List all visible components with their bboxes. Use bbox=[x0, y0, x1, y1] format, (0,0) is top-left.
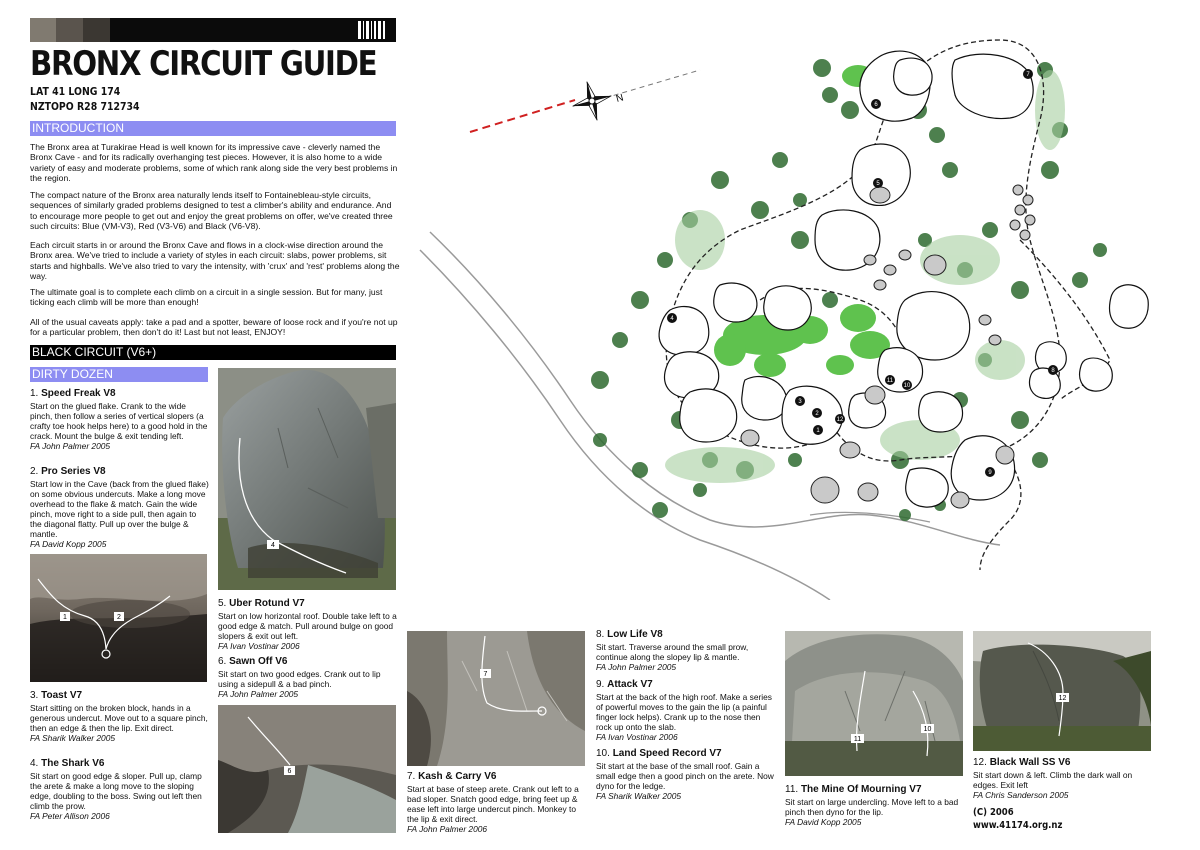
first-ascent: FA Ivan Vostinar 2006 bbox=[596, 732, 678, 742]
intro-heading: INTRODUCTION bbox=[30, 121, 396, 136]
problem-description: Sit start on large undercling. Move left to a bad pinch then dyno for the lip. bbox=[785, 797, 959, 817]
svg-text:10: 10 bbox=[903, 383, 911, 389]
photo-problem-7 bbox=[407, 631, 585, 766]
problem-name: Low Life V8 bbox=[607, 629, 663, 640]
photo-problems-1-2 bbox=[30, 554, 207, 682]
first-ascent: FA John Palmer 2005 bbox=[596, 662, 677, 672]
problem-name: Toast V7 bbox=[41, 690, 83, 701]
problem-entry bbox=[596, 679, 776, 742]
swatch bbox=[30, 18, 56, 42]
lat-long: LAT 41 LONG 174 bbox=[30, 85, 121, 98]
website-link[interactable]: www.41174.org.nz bbox=[973, 820, 1063, 831]
first-ascent: FA John Palmer 2005 bbox=[30, 441, 111, 451]
problem-name: Black Wall SS V6 bbox=[989, 757, 1071, 768]
problem-entry bbox=[30, 466, 210, 549]
problem-description: Sit start. Traverse around the small prow, continue along the slopey lip & mantle. bbox=[596, 642, 749, 662]
circuit-map bbox=[400, 20, 1190, 600]
problem-marker bbox=[985, 467, 995, 477]
page-title: BRONX CIRCUIT GUIDE bbox=[30, 44, 377, 84]
problem-number: 4. bbox=[30, 758, 39, 769]
problem-entry bbox=[785, 784, 965, 827]
problem-marker bbox=[1048, 365, 1058, 375]
problem-number: 7. bbox=[407, 771, 416, 782]
swatch bbox=[83, 18, 110, 42]
problem-description: Start on the glued flake. Crank to the wide pinch, then follow a series of vertical slopers (a crafty toe hook helps here) to a good hold in the crack. Mount the bulge & exit tending left. bbox=[30, 401, 208, 441]
problem-description: Sit start on two good edges. Crank out to lip using a sidepull & a bad pinch. bbox=[218, 669, 381, 689]
problem-number: 3. bbox=[30, 690, 39, 701]
svg-text:1: 1 bbox=[816, 428, 820, 434]
problem-number: 6. bbox=[218, 656, 227, 667]
problem-marker bbox=[902, 380, 912, 390]
problem-name: Pro Series V8 bbox=[41, 466, 106, 477]
first-ascent: FA John Palmer 2005 bbox=[218, 689, 299, 699]
problem-name: Uber Rotund V7 bbox=[229, 598, 305, 609]
route-label: 4 bbox=[271, 542, 275, 549]
problem-marker bbox=[1023, 69, 1033, 79]
problem-name: The Shark V6 bbox=[41, 758, 105, 769]
problem-entry bbox=[30, 690, 210, 743]
copyright-block bbox=[973, 806, 1062, 832]
nztopo-ref: NZTOPO R28 712734 bbox=[30, 100, 140, 113]
problem-entry bbox=[30, 758, 210, 821]
photo-problem-12 bbox=[973, 631, 1151, 751]
problem-description: Sit start down & left. Climb the dark wall on edges. Exit left bbox=[973, 770, 1133, 790]
problem-entry bbox=[30, 388, 210, 451]
route-label: 6 bbox=[287, 768, 292, 775]
first-ascent: FA Ivan Vostinar 2006 bbox=[218, 641, 300, 651]
problem-marker bbox=[885, 375, 895, 385]
svg-text:12: 12 bbox=[836, 417, 844, 423]
problem-marker bbox=[812, 408, 822, 418]
problem-entry bbox=[407, 771, 585, 834]
problem-name: Kash & Carry V6 bbox=[418, 771, 497, 782]
first-ascent: FA John Palmer 2006 bbox=[407, 824, 488, 834]
problem-name: Sawn Off V6 bbox=[229, 656, 288, 667]
problem-number: 9. bbox=[596, 679, 605, 690]
barcode-icon bbox=[358, 21, 388, 39]
problem-entry bbox=[218, 598, 398, 651]
route-label: 11 bbox=[853, 736, 862, 743]
photo-problems-10-11 bbox=[785, 631, 963, 776]
svg-text:7: 7 bbox=[1026, 72, 1030, 78]
circuit-subheading: DIRTY DOZEN bbox=[30, 367, 208, 382]
problem-description: Start at base of steep arete. Crank out left to a bad sloper. Snatch good edge, bring feet up & ease left into large undercut pinch. Monkey to the lip & exit direct. bbox=[407, 784, 579, 824]
problem-entry bbox=[973, 757, 1153, 800]
problem-number: 11. bbox=[785, 784, 799, 795]
intro-paragraph: The compact nature of the Bronx area naturally lends itself to Fontainebleau-style circuits, sequences of similarly graded problems designed to test a climber's ability and endurance. And to encourage more people to get out and enjoy the great problems on offer, we've created three such circuits: Blue (VM-V3), Red (V3-V6) and Black (V6-V8). bbox=[30, 190, 393, 232]
swatch bbox=[110, 18, 396, 42]
route-label: 12 bbox=[1058, 695, 1067, 702]
copyright: (C) 2006 bbox=[973, 807, 1014, 818]
intro-paragraph: The Bronx area at Turakirae Head is well known for its impressive cave - cleverly named the Bronx Cave - and for its radically overhanging test pieces. However, it is also home to a wide variety of easy and moderate problems, some of which rank along side the very best problems in the region. bbox=[30, 142, 398, 184]
problem-description: Start sitting on the broken block, hands in a generous undercut. Move out to a square pinch, then an edge & then the lip. Exit direct. bbox=[30, 703, 208, 733]
problem-entry bbox=[596, 629, 776, 672]
compass-label: N bbox=[614, 92, 625, 105]
problem-description: Sit start at the base of the small roof. Gain a small edge then a good pinch on the arete. Now dyno for the ledge. bbox=[596, 761, 774, 791]
problem-number: 10. bbox=[596, 748, 610, 759]
svg-text:4: 4 bbox=[670, 316, 674, 322]
problem-name: Attack V7 bbox=[607, 679, 653, 690]
intro-paragraph: Each circuit starts in or around the Bronx Cave and flows in a clock-wise direction around the Bronx area. We've tried to include a variety of styles in each circuit: slabs, power problems, sit starts and highballs. We've also tried to vary the intensity, with 'crux' and 'rest' problems along the way. bbox=[30, 240, 400, 282]
first-ascent: FA Peter Allison 2006 bbox=[30, 811, 110, 821]
problem-description: Sit start on good edge & sloper. Pull up, clamp the arete & make a long move to the sloping edge, doubling to the boss. Swing out left then climb the prow. bbox=[30, 771, 202, 811]
problem-number: 8. bbox=[596, 629, 605, 640]
problem-description: Start low in the Cave (back from the glued flake) on some obvious undercuts. Make a long move overhead to the flake & match. Gain the wide pinch, move right to a side pull, then again to the diagonal flatty. Pull up over the bulge & mantle. bbox=[30, 479, 209, 539]
problem-entry bbox=[218, 656, 398, 699]
problem-marker bbox=[835, 414, 845, 424]
problem-marker bbox=[795, 396, 805, 406]
intro-paragraph: All of the usual caveats apply: take a pad and a spotter, beware of loose rock and if you're not up for a particular problem, then don't do it! Last but not least, ENJOY! bbox=[30, 317, 398, 338]
svg-text:8: 8 bbox=[1051, 368, 1055, 374]
problem-name: Land Speed Record V7 bbox=[612, 748, 722, 759]
first-ascent: FA Sharik Walker 2005 bbox=[30, 733, 116, 743]
circuit-heading: BLACK CIRCUIT (V6+) bbox=[30, 345, 396, 360]
problem-number: 2. bbox=[30, 466, 39, 477]
svg-text:6: 6 bbox=[874, 102, 878, 108]
problem-number: 1. bbox=[30, 388, 39, 399]
svg-text:11: 11 bbox=[886, 378, 894, 384]
swatch bbox=[56, 18, 83, 42]
problem-description: Start at the back of the high roof. Make a series of powerful moves to the gain the lip (a painful finger lock helps). Crank up to the nose then rock up onto the slab. bbox=[596, 692, 772, 732]
intro-paragraph: The ultimate goal is to complete each climb on a circuit in a single session. But for many, just ticking each climb will be more than enough! bbox=[30, 287, 383, 308]
problem-description: Start on low horizontal roof. Double take left to a good edge & match. Pull around bulge on good slopers & exit out left. bbox=[218, 611, 397, 641]
problem-name: The Mine Of Mourning V7 bbox=[800, 784, 922, 795]
photo-problem-6 bbox=[218, 705, 396, 833]
problem-number: 12. bbox=[973, 757, 987, 768]
svg-text:5: 5 bbox=[876, 181, 880, 187]
problem-entry bbox=[596, 748, 776, 801]
problem-marker bbox=[813, 425, 823, 435]
first-ascent: FA David Kopp 2005 bbox=[30, 539, 107, 549]
svg-text:2: 2 bbox=[815, 411, 819, 417]
route-label: 10 bbox=[923, 726, 932, 733]
problem-marker bbox=[873, 178, 883, 188]
problem-marker bbox=[871, 99, 881, 109]
first-ascent: FA Sharik Walker 2005 bbox=[596, 791, 682, 801]
first-ascent: FA David Kopp 2005 bbox=[785, 817, 862, 827]
route-label: 1 bbox=[63, 614, 67, 621]
photo-problem-4 bbox=[218, 368, 396, 590]
svg-text:3: 3 bbox=[798, 399, 802, 405]
problem-marker bbox=[667, 313, 677, 323]
problem-name: Speed Freak V8 bbox=[41, 388, 116, 399]
route-label: 2 bbox=[117, 614, 121, 621]
north-line bbox=[470, 100, 575, 132]
first-ascent: FA Chris Sanderson 2005 bbox=[973, 790, 1069, 800]
svg-text:9: 9 bbox=[988, 470, 992, 476]
problem-number: 5. bbox=[218, 598, 227, 609]
route-label: 7 bbox=[483, 671, 488, 678]
